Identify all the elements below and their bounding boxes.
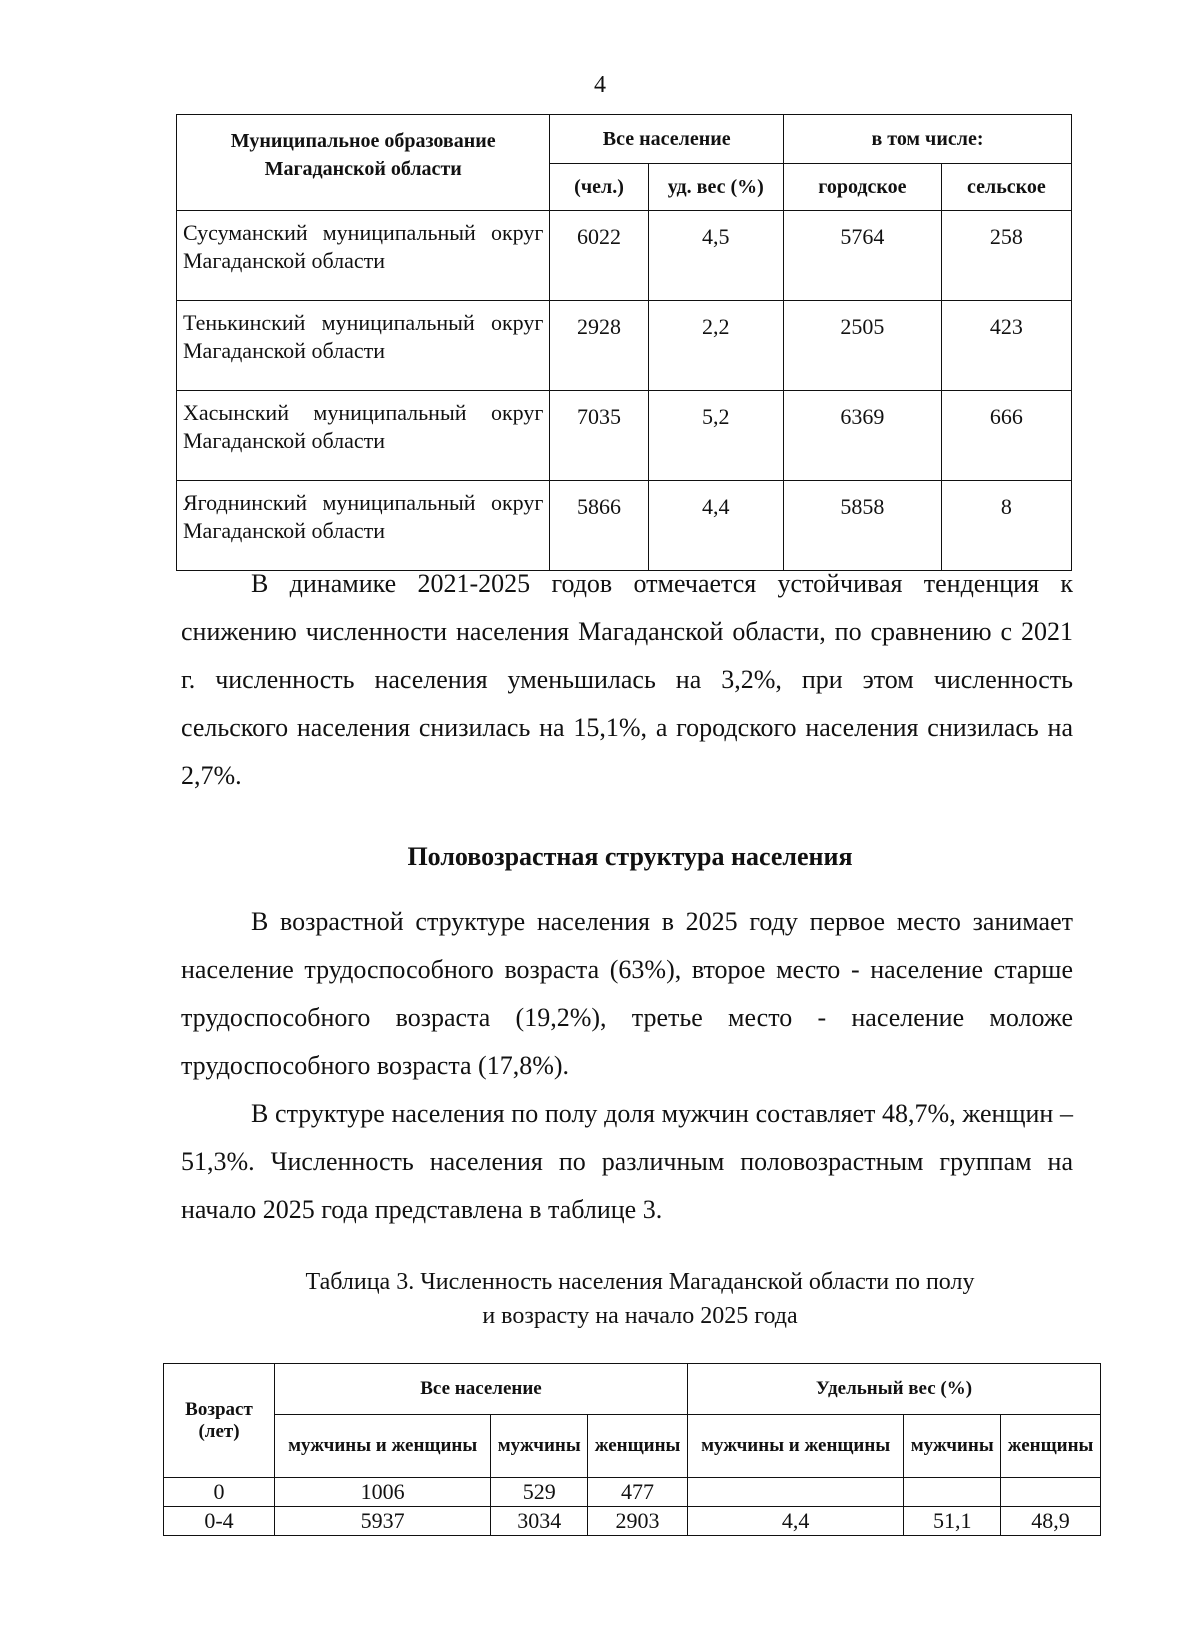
table1-cell-share: 5,2 [648, 391, 783, 481]
table3-caption-line1: Таблица 3. Численность населения Магаданской области по полу [305, 1269, 975, 1295]
table1-subheader-people: (чел.) [550, 164, 648, 211]
table1-cell-people: 5866 [550, 481, 648, 571]
section-heading: Половозрастная структура населения [407, 842, 853, 871]
table3-cell-share-women: 48,9 [1001, 1507, 1101, 1536]
table1-cell-people: 6022 [550, 211, 648, 301]
table1-header-name: Муниципальное образование Магаданской области [177, 115, 550, 211]
table1-header-including: в том числе: [783, 115, 1071, 164]
table-row [164, 1478, 1101, 1507]
table1-subheader-rural: сельское [941, 164, 1071, 211]
table1-cell-rural: 258 [941, 211, 1071, 301]
table-row [177, 481, 1072, 571]
table3-cell-women: 477 [588, 1478, 688, 1507]
paragraph-dynamics [181, 560, 1073, 800]
table3-subheader-men: мужчины [491, 1415, 588, 1478]
table3-caption [200, 1265, 1080, 1333]
page-number: 4 [594, 72, 606, 98]
table-row [164, 1507, 1101, 1536]
table3-caption-line2: и возрасту на начало 2025 года [482, 1303, 798, 1329]
table3-cell-age: 0-4 [164, 1507, 275, 1536]
table3-header-all: Все население [275, 1364, 688, 1415]
paragraph-sex-structure [181, 1090, 1073, 1234]
table3-cell-share-men [904, 1478, 1001, 1507]
table1-cell-urban: 6369 [783, 391, 941, 481]
table3-cell-age: 0 [164, 1478, 275, 1507]
age-sex-population-table [163, 1363, 1101, 1536]
table3-cell-share-both: 4,4 [687, 1507, 903, 1536]
table1-header-all: Все население [550, 115, 784, 164]
table1-cell-urban: 2505 [783, 301, 941, 391]
table1-cell-share: 2,2 [648, 301, 783, 391]
paragraph-sex-structure-text: В структуре населения по полу доля мужчин составляет 48,7%, женщин – 51,3%. Численность населения по различным половозрастным группам на начало 2025 года представлена в таблице 3. [181, 1099, 1073, 1224]
table1-cell-name: Ягоднинский муниципальный округ Магаданской области [177, 481, 550, 571]
table3-subheader-share-women: женщины [1001, 1415, 1101, 1478]
table3-header-age: Возраст (лет) [164, 1364, 275, 1478]
table1-cell-rural: 666 [941, 391, 1071, 481]
table3-subheader-share-men: мужчины [904, 1415, 1001, 1478]
table3-cell-share-men: 51,1 [904, 1507, 1001, 1536]
table1-cell-name: Сусуманский муниципальный округ Магаданской области [177, 211, 550, 301]
table1-cell-people: 7035 [550, 391, 648, 481]
table3-cell-both: 5937 [275, 1507, 491, 1536]
table1-subheader-share: уд. вес (%) [648, 164, 783, 211]
table3-cell-men: 529 [491, 1478, 588, 1507]
table3-subheader-women: женщины [588, 1415, 688, 1478]
table3-cell-both: 1006 [275, 1478, 491, 1507]
table3-subheader-both: мужчины и женщины [275, 1415, 491, 1478]
table1-cell-people: 2928 [550, 301, 648, 391]
paragraph-age-structure [181, 898, 1073, 1090]
table1-cell-share: 4,5 [648, 211, 783, 301]
table1-cell-rural: 423 [941, 301, 1071, 391]
table3-cell-men: 3034 [491, 1507, 588, 1536]
table-row [177, 301, 1072, 391]
table-row [177, 211, 1072, 301]
paragraph-age-structure-text: В возрастной структуре населения в 2025 году первое место занимает население трудоспособного возраста (63%), второе место - население старше трудоспособного возраста (19,2%), третье место - население моложе трудоспособного возраста (17,8%). [181, 907, 1073, 1080]
table1-cell-rural: 8 [941, 481, 1071, 571]
municipal-population-table [176, 114, 1072, 571]
table1-cell-name: Хасынский муниципальный округ Магаданской области [177, 391, 550, 481]
table3-cell-women: 2903 [588, 1507, 688, 1536]
table1-subheader-urban: городское [783, 164, 941, 211]
table-row [177, 391, 1072, 481]
table3-header-share: Удельный вес (%) [687, 1364, 1100, 1415]
table1-cell-name: Тенькинский муниципальный округ Магаданской области [177, 301, 550, 391]
table1-cell-urban: 5858 [783, 481, 941, 571]
table3-subheader-share-both: мужчины и женщины [687, 1415, 903, 1478]
table1-cell-share: 4,4 [648, 481, 783, 571]
table1-cell-urban: 5764 [783, 211, 941, 301]
table3-cell-share-both [687, 1478, 903, 1507]
table3-cell-share-women [1001, 1478, 1101, 1507]
paragraph-dynamics-text: В динамике 2021-2025 годов отмечается устойчивая тенденция к снижению численности населения Магаданской области, по сравнению с 2021 г. численность населения уменьшилась на 3,2%, при этом численность сельского населения снизилась на 15,1%, а городского населения снизилась на 2,7%. [181, 569, 1073, 790]
